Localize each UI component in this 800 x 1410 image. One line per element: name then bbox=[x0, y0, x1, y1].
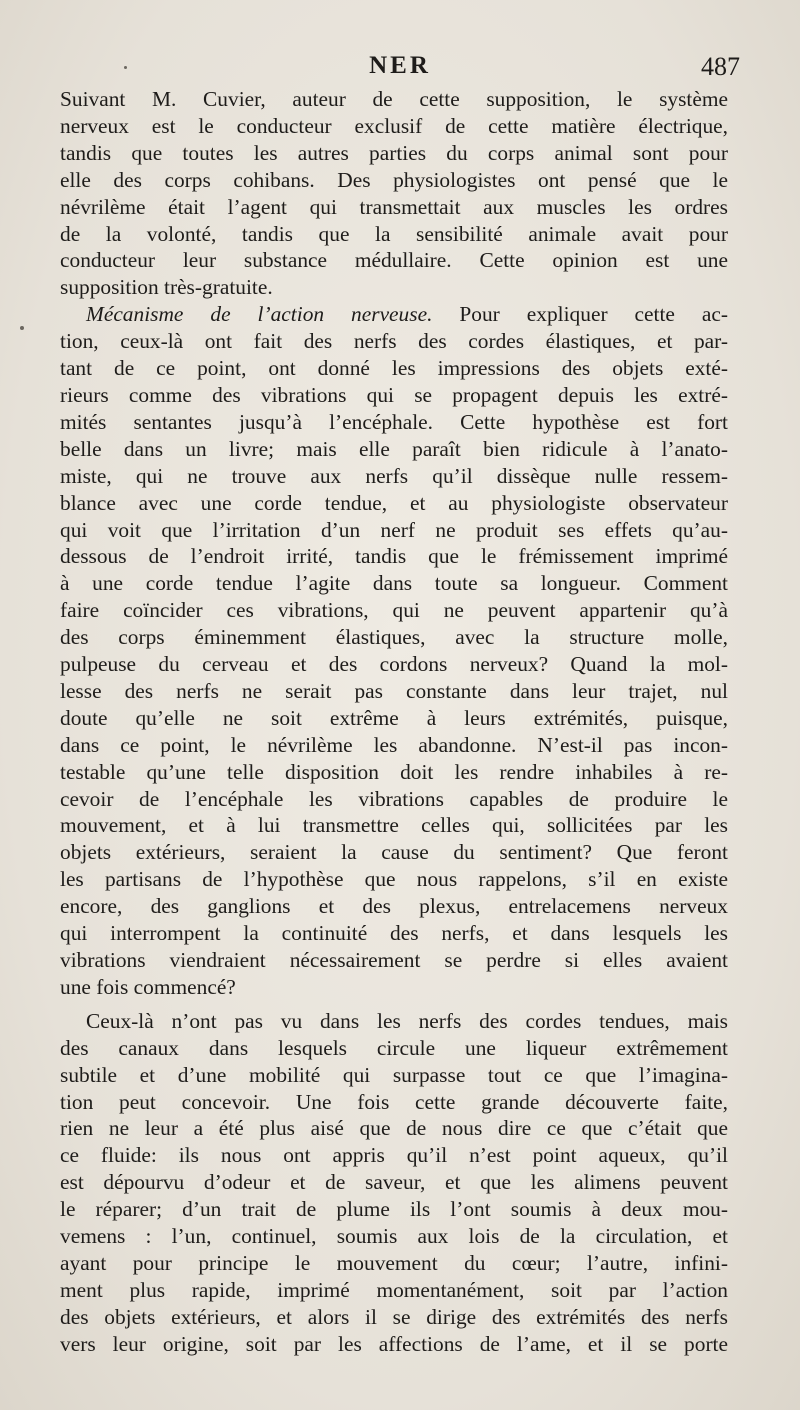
text-run: Pour expliquer cette ac- bbox=[432, 302, 728, 327]
text-line: rien ne leur a été plus aisé que de nous dire ce que c’était que bbox=[60, 1116, 728, 1141]
text-line: dessous de l’endroit irrité, tandis que le frémissement imprimé bbox=[60, 544, 728, 569]
text-line: vibrations viendraient nécessairement se perdre si elles avaient bbox=[60, 948, 728, 972]
text-line: de la volonté, tandis que la sensibilité animale avait pour bbox=[60, 221, 728, 246]
text-line: cevoir de l’encéphale les vibrations capables de produire le bbox=[60, 786, 728, 811]
text-line: des corps éminemment élastiques, avec la structure molle, bbox=[60, 625, 728, 650]
text-line: vers leur origine, soit par les affections de l’ame, et il se porte bbox=[60, 1331, 728, 1356]
body-text bbox=[60, 86, 728, 1358]
text-line: Ceux-là n’ont pas vu dans les nerfs des cordes tendues, mais bbox=[86, 1008, 728, 1033]
text-line: vemens : l’un, continuel, soumis aux lois de la circulation, et bbox=[60, 1224, 728, 1249]
text-line: blance avec une corde tendue, et au physiologiste observateur bbox=[60, 490, 728, 515]
text-line: une fois commencé? bbox=[60, 974, 236, 999]
text-line: à une corde tendue l’agite dans toute sa longueur. Comment bbox=[60, 571, 728, 596]
text-line: testable qu’une telle disposition doit les rendre inhabiles à re- bbox=[60, 759, 728, 784]
text-line: qui voit que l’irritation d’un nerf ne produit ses effets qu’au- bbox=[60, 517, 728, 542]
paper-speck bbox=[124, 66, 127, 69]
text-line: lesse des nerfs ne serait pas constante dans leur trajet, nul bbox=[60, 678, 728, 703]
text-line: est dépourvu d’odeur et de saveur, et que les alimens peuvent bbox=[60, 1170, 728, 1195]
text-line: tion, ceux-là ont fait des nerfs des cordes élastiques, et par- bbox=[60, 329, 728, 354]
text-line: tant de ce point, ont donné les impressions des objets exté- bbox=[60, 356, 728, 381]
paragraph-2 bbox=[60, 301, 728, 1001]
text-line: faire coïncider ces vibrations, qui ne peuvent appartenir qu’à bbox=[60, 598, 728, 623]
text-line: ce fluide: ils nous ont appris qu’il n’est point aqueux, qu’il bbox=[60, 1143, 728, 1168]
text-line: miste, qui ne trouve aux nerfs qu’il dissèque nulle ressem- bbox=[60, 463, 728, 488]
text-line: qui interrompent la continuité des nerfs, et dans lesquels les bbox=[60, 921, 728, 946]
text-line: belle dans un livre; mais elle paraît bien ridicule à l’anato- bbox=[60, 436, 728, 461]
text-line: tion peut concevoir. Une fois cette grande découverte faite, bbox=[60, 1089, 728, 1114]
text-line: elle des corps cohibans. Des physiologistes ont pensé que le bbox=[60, 167, 728, 192]
text-line: mités sentantes jusqu’à l’encéphale. Cette hypothèse est fort bbox=[60, 409, 728, 434]
text-line: objets extérieurs, seraient la cause du sentiment? Que feront bbox=[60, 840, 728, 865]
text-line: tandis que toutes les autres parties du corps animal sont pour bbox=[60, 140, 728, 165]
page-number: 487 bbox=[701, 52, 740, 81]
text-line: des canaux dans lesquels circule une liqueur extrêmement bbox=[60, 1035, 728, 1060]
text-line: des objets extérieurs, et alors il se dirige des extrémités des nerfs bbox=[60, 1304, 728, 1329]
text-line: supposition très-gratuite. bbox=[60, 275, 273, 300]
text-line: encore, des ganglions et des plexus, entrelacemens nerveux bbox=[60, 894, 728, 919]
text-line: ment plus rapide, imprimé momentanément, soit par l’action bbox=[60, 1277, 728, 1302]
paragraph-1 bbox=[60, 86, 728, 301]
page-header bbox=[60, 52, 740, 86]
text-line: conducteur leur substance médullaire. Cette opinion est une bbox=[60, 248, 728, 273]
paragraph-spacer bbox=[60, 1001, 728, 1008]
text-line: névrilème était l’agent qui transmettait aux muscles les ordres bbox=[60, 194, 728, 219]
running-head: NER bbox=[369, 52, 431, 79]
text-line: mouvement, et à lui transmettre celles qui, sollicitées par les bbox=[60, 813, 728, 838]
text-line bbox=[60, 301, 728, 328]
text-line: doute qu’elle ne soit extrême à leurs extrémités, puisque, bbox=[60, 705, 728, 730]
text-line: pulpeuse du cerveau et des cordons nerveux? Quand la mol- bbox=[60, 652, 728, 677]
text-line: le réparer; d’un trait de plume ils l’ont soumis à deux mou- bbox=[60, 1197, 728, 1222]
text-line: subtile et d’une mobilité qui surpasse tout ce que l’imagina- bbox=[60, 1062, 728, 1087]
text-line: les partisans de l’hypothèse que nous rappelons, s’il en existe bbox=[60, 867, 728, 892]
text-line: ayant pour principe le mouvement du cœur; l’autre, infini- bbox=[60, 1250, 728, 1275]
text-line: dans ce point, le névrilème les abandonne. N’est-il pas incon- bbox=[60, 732, 728, 757]
paper-speck bbox=[20, 326, 24, 330]
text-line: rieurs comme des vibrations qui se propagent depuis les extré- bbox=[60, 382, 728, 407]
section-lead-italic: Mécanisme de l’action nerveuse. bbox=[86, 302, 433, 327]
text-line: Suivant M. Cuvier, auteur de cette supposition, le système bbox=[60, 87, 728, 111]
text-line: nerveux est le conducteur exclusif de cette matière électrique, bbox=[60, 113, 728, 138]
paragraph-3 bbox=[60, 1008, 728, 1358]
